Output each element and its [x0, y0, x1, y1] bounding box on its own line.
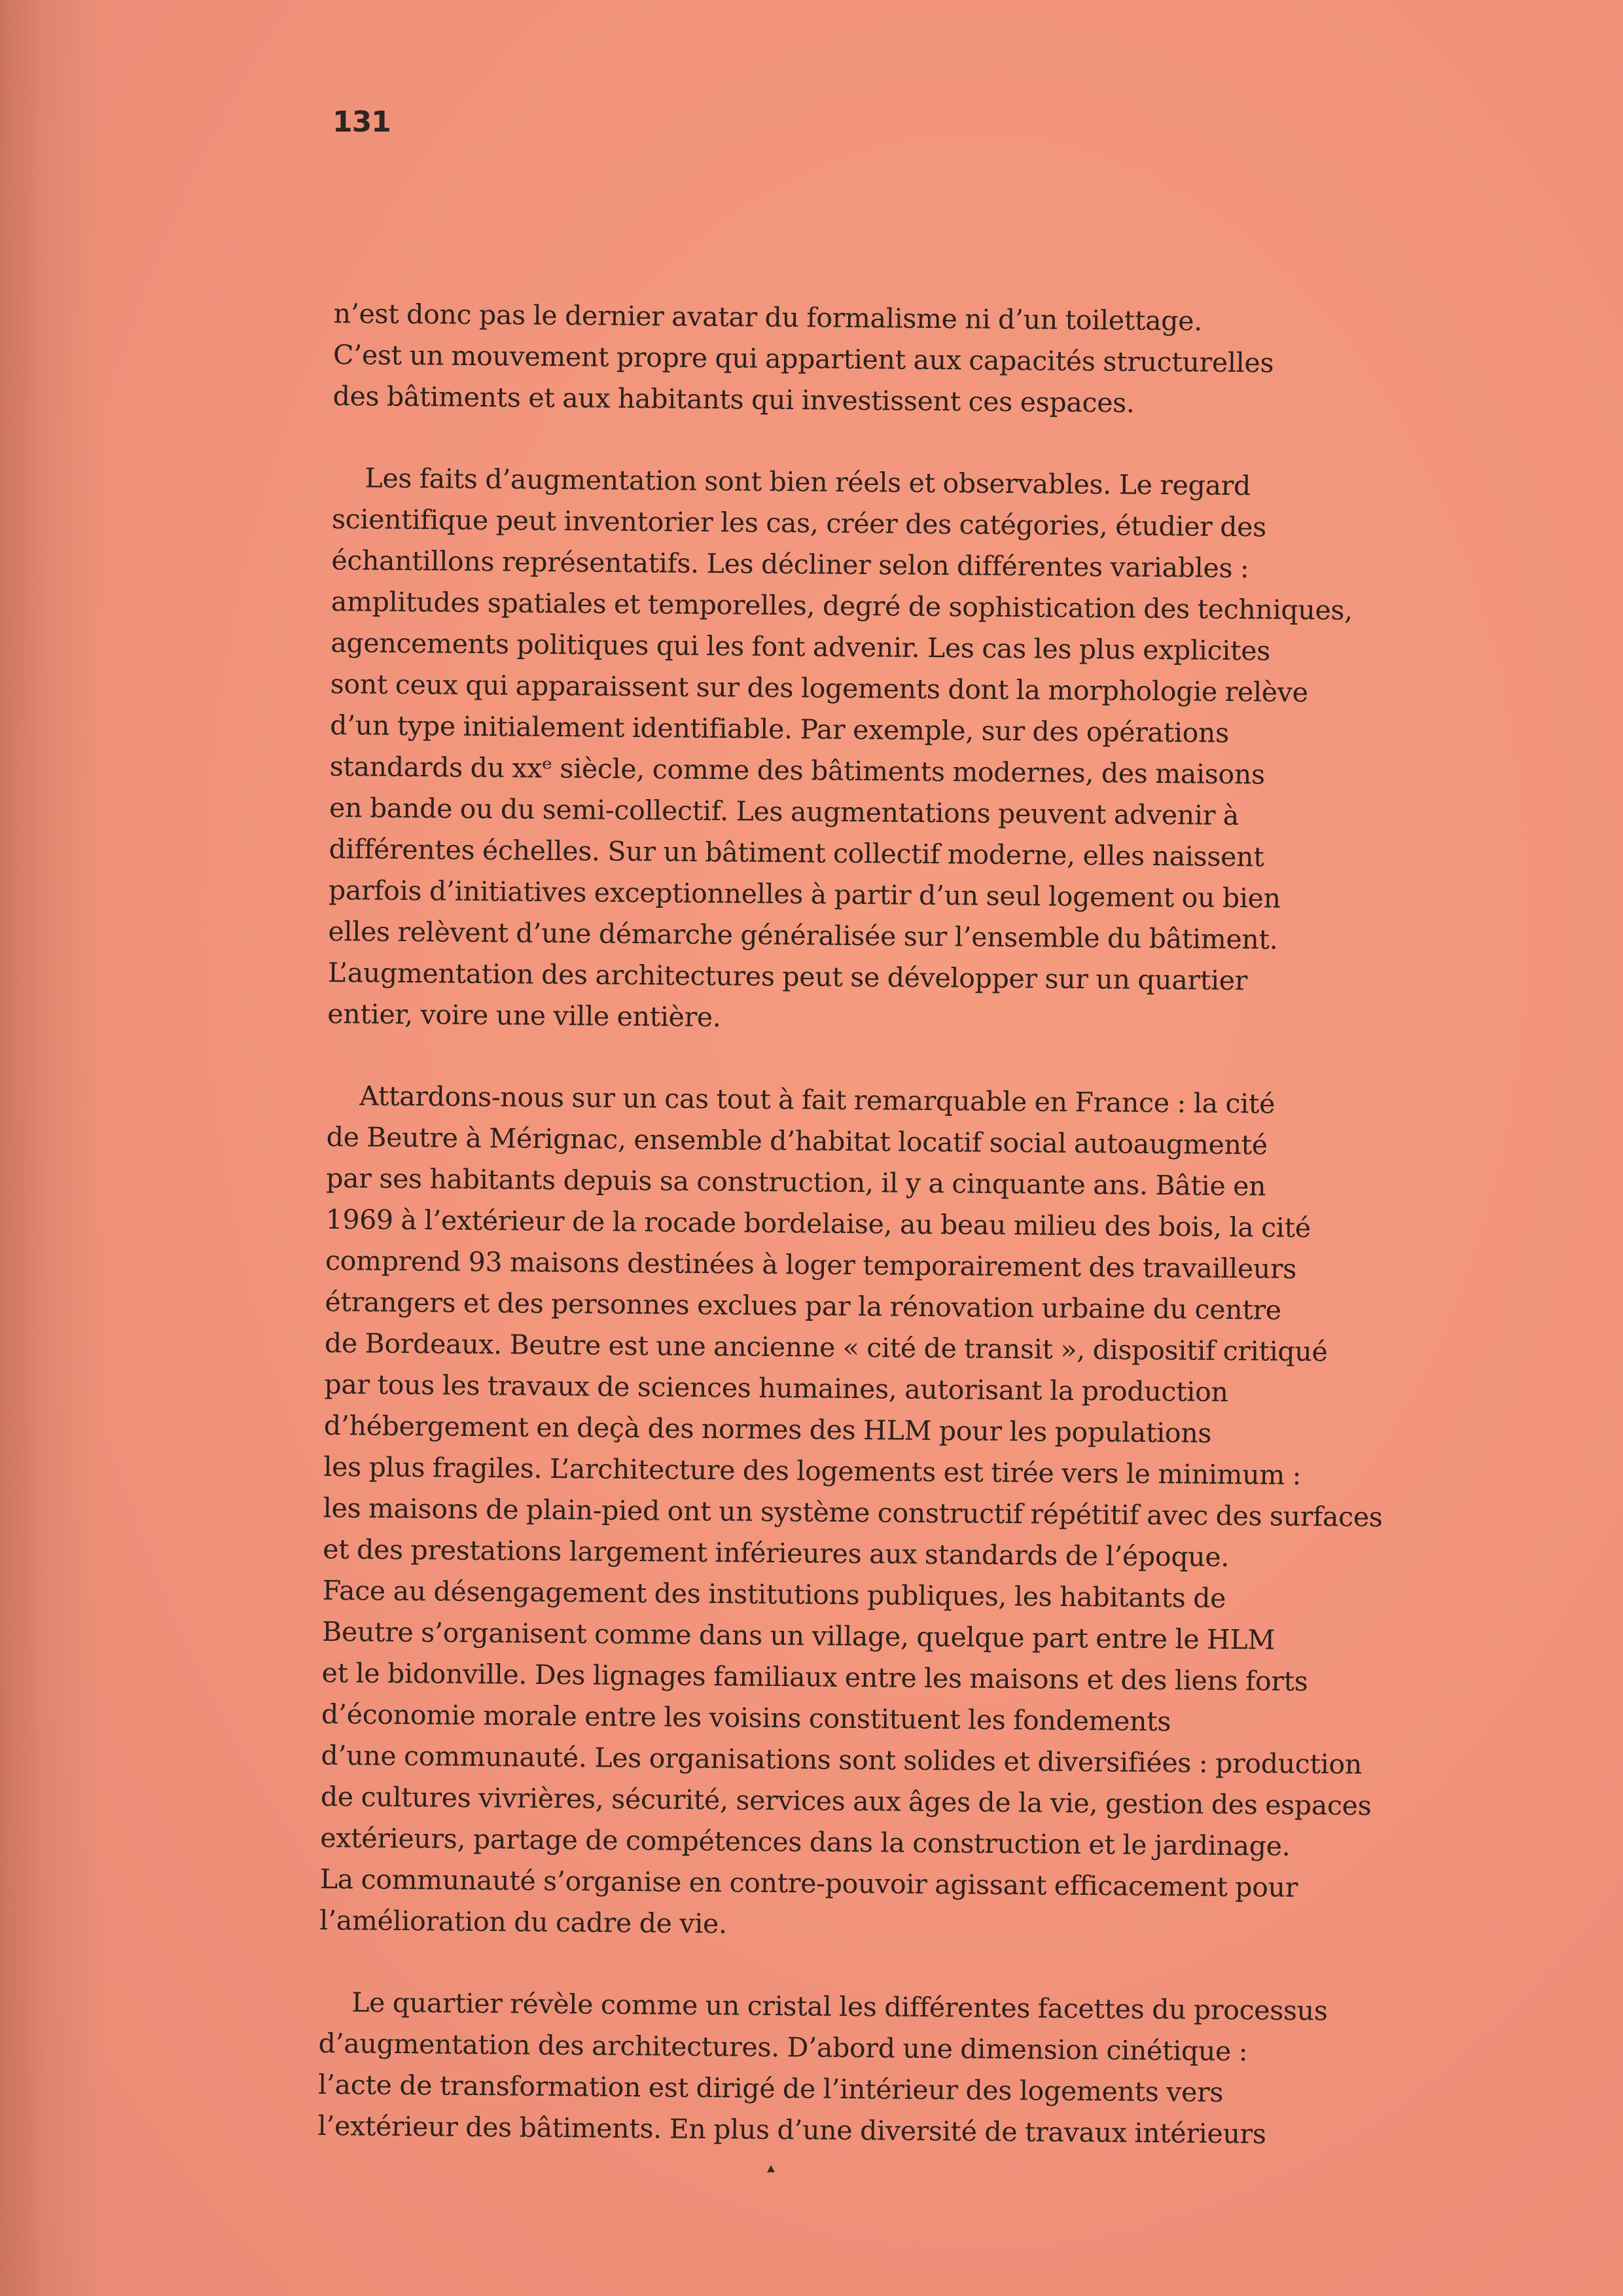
text-line: Beutre s’organisent comme dans un village, quelque part entre le HLM	[321, 1615, 1275, 1656]
paragraph	[319, 1075, 1400, 1950]
text-line: de cultures vivrières, sécurité, services aux âges de la vie, gestion des espaces	[320, 1780, 1372, 1821]
text-line: de Bordeaux. Beutre est une ancienne « cité de transit », dispositif critiqué	[324, 1327, 1328, 1368]
text-line: d’augmentation des architectures. D’abord une dimension cinétique :	[318, 2027, 1248, 2068]
text-line: L’augmentation des architectures peut se développer sur un quartier	[327, 956, 1248, 997]
text-line: d’hébergement en deçà des normes des HLM pour les populations	[323, 1409, 1212, 1449]
text-line: extérieurs, partage de compétences dans la construction et le jardinage.	[320, 1821, 1291, 1862]
text-line: d’un type initialement identifiable. Par exemple, sur des opérations	[330, 709, 1230, 749]
text-line: n’est donc pas le dernier avatar du formalisme ni d’un toilettage.	[333, 297, 1203, 337]
text-line: parfois d’initiatives exceptionnelles à partir d’un seul logement ou bien	[328, 874, 1281, 914]
text-line: de Beutre à Mérignac, ensemble d’habitat locatif social autoaugmenté	[326, 1121, 1268, 1161]
paragraph	[327, 457, 1406, 1044]
text-line: l’acte de transformation est dirigé de l’intérieur des logements vers	[317, 2068, 1224, 2108]
page-number: 131	[332, 105, 391, 139]
text-line: Attardons-nous sur un cas tout à fait remarquable en France : la cité	[359, 1080, 1275, 1120]
text-line: Face au désengagement des institutions publiques, les habitants de	[322, 1574, 1226, 1614]
paragraph	[317, 1982, 1392, 2156]
text-line: entier, voire une ville entière.	[327, 997, 721, 1033]
text-line: scientifique peut inventorier les cas, créer des catégories, étudier des	[331, 503, 1267, 543]
text-line: des bâtiments et aux habitants qui investissent ces espaces.	[332, 380, 1135, 419]
paragraph	[332, 293, 1407, 426]
text-line: différentes échelles. Sur un bâtiment collectif moderne, elles naissent	[329, 833, 1264, 873]
text-line: 1969 à l’extérieur de la rocade bordelaise, au beau milieu des bois, la cité	[325, 1203, 1311, 1244]
text-line: La communauté s’organise en contre-pouvoir agissant efficacement pour	[319, 1863, 1298, 1903]
text-line: l’amélioration du cadre de vie.	[319, 1904, 727, 1940]
text-line: les plus fragiles. L’architecture des logements est tirée vers le minimum :	[323, 1450, 1302, 1491]
text-line: d’économie morale entre les voisins constituent les fondements	[321, 1698, 1171, 1738]
footer-mark-icon	[767, 2165, 775, 2172]
text-line: d’une communauté. Les organisations sont solides et diversifiées : production	[321, 1739, 1363, 1780]
text-line: par ses habitants depuis sa construction, il y a cinquante ans. Bâtie en	[325, 1162, 1266, 1202]
text-line: en bande ou du semi-collectif. Les augmentations peuvent advenir à	[329, 791, 1240, 832]
text-line: et des prestations largement inférieures aux standards de l’époque.	[323, 1533, 1230, 1573]
text-line: Les faits d’augmentation sont bien réels et observables. Le regard	[365, 462, 1251, 502]
text-line: Le quartier révèle comme un cristal les différentes facettes du processus	[351, 1986, 1328, 2027]
text-line: amplitudes spatiales et temporelles, degré de sophistication des techniques,	[330, 585, 1353, 626]
text-line: l’extérieur des bâtiments. En plus d’une diversité de travaux intérieurs	[317, 2109, 1266, 2150]
text-line: standards du xxᵉ siècle, comme des bâtiments modernes, des maisons	[329, 750, 1265, 791]
text-line: agencements politiques qui les font advenir. Les cas les plus explicites	[330, 626, 1271, 667]
text-line: sont ceux qui apparaissent sur des logements dont la morphologie relève	[330, 668, 1308, 709]
text-line: par tous les travaux de sciences humaines, autorisant la production	[324, 1368, 1228, 1408]
text-line: comprend 93 maisons destinées à loger temporairement des travailleurs	[325, 1244, 1297, 1285]
text-line: elles relèvent d’une démarche généralisée sur l’ensemble du bâtiment.	[328, 915, 1278, 956]
text-line: étrangers et des personnes exclues par la rénovation urbaine du centre	[325, 1285, 1281, 1326]
text-line: et le bidonville. Des lignages familiaux entre les maisons et des liens forts	[321, 1657, 1308, 1698]
text-line: échantillons représentatifs. Les décliner selon différentes variables :	[331, 544, 1249, 584]
text-line: C’est un mouvement propre qui appartient aux capacités structurelles	[332, 338, 1274, 379]
text-line: les maisons de plain-pied ont un système constructif répétitif avec des surfaces	[323, 1492, 1383, 1534]
body-text	[317, 293, 1407, 2197]
